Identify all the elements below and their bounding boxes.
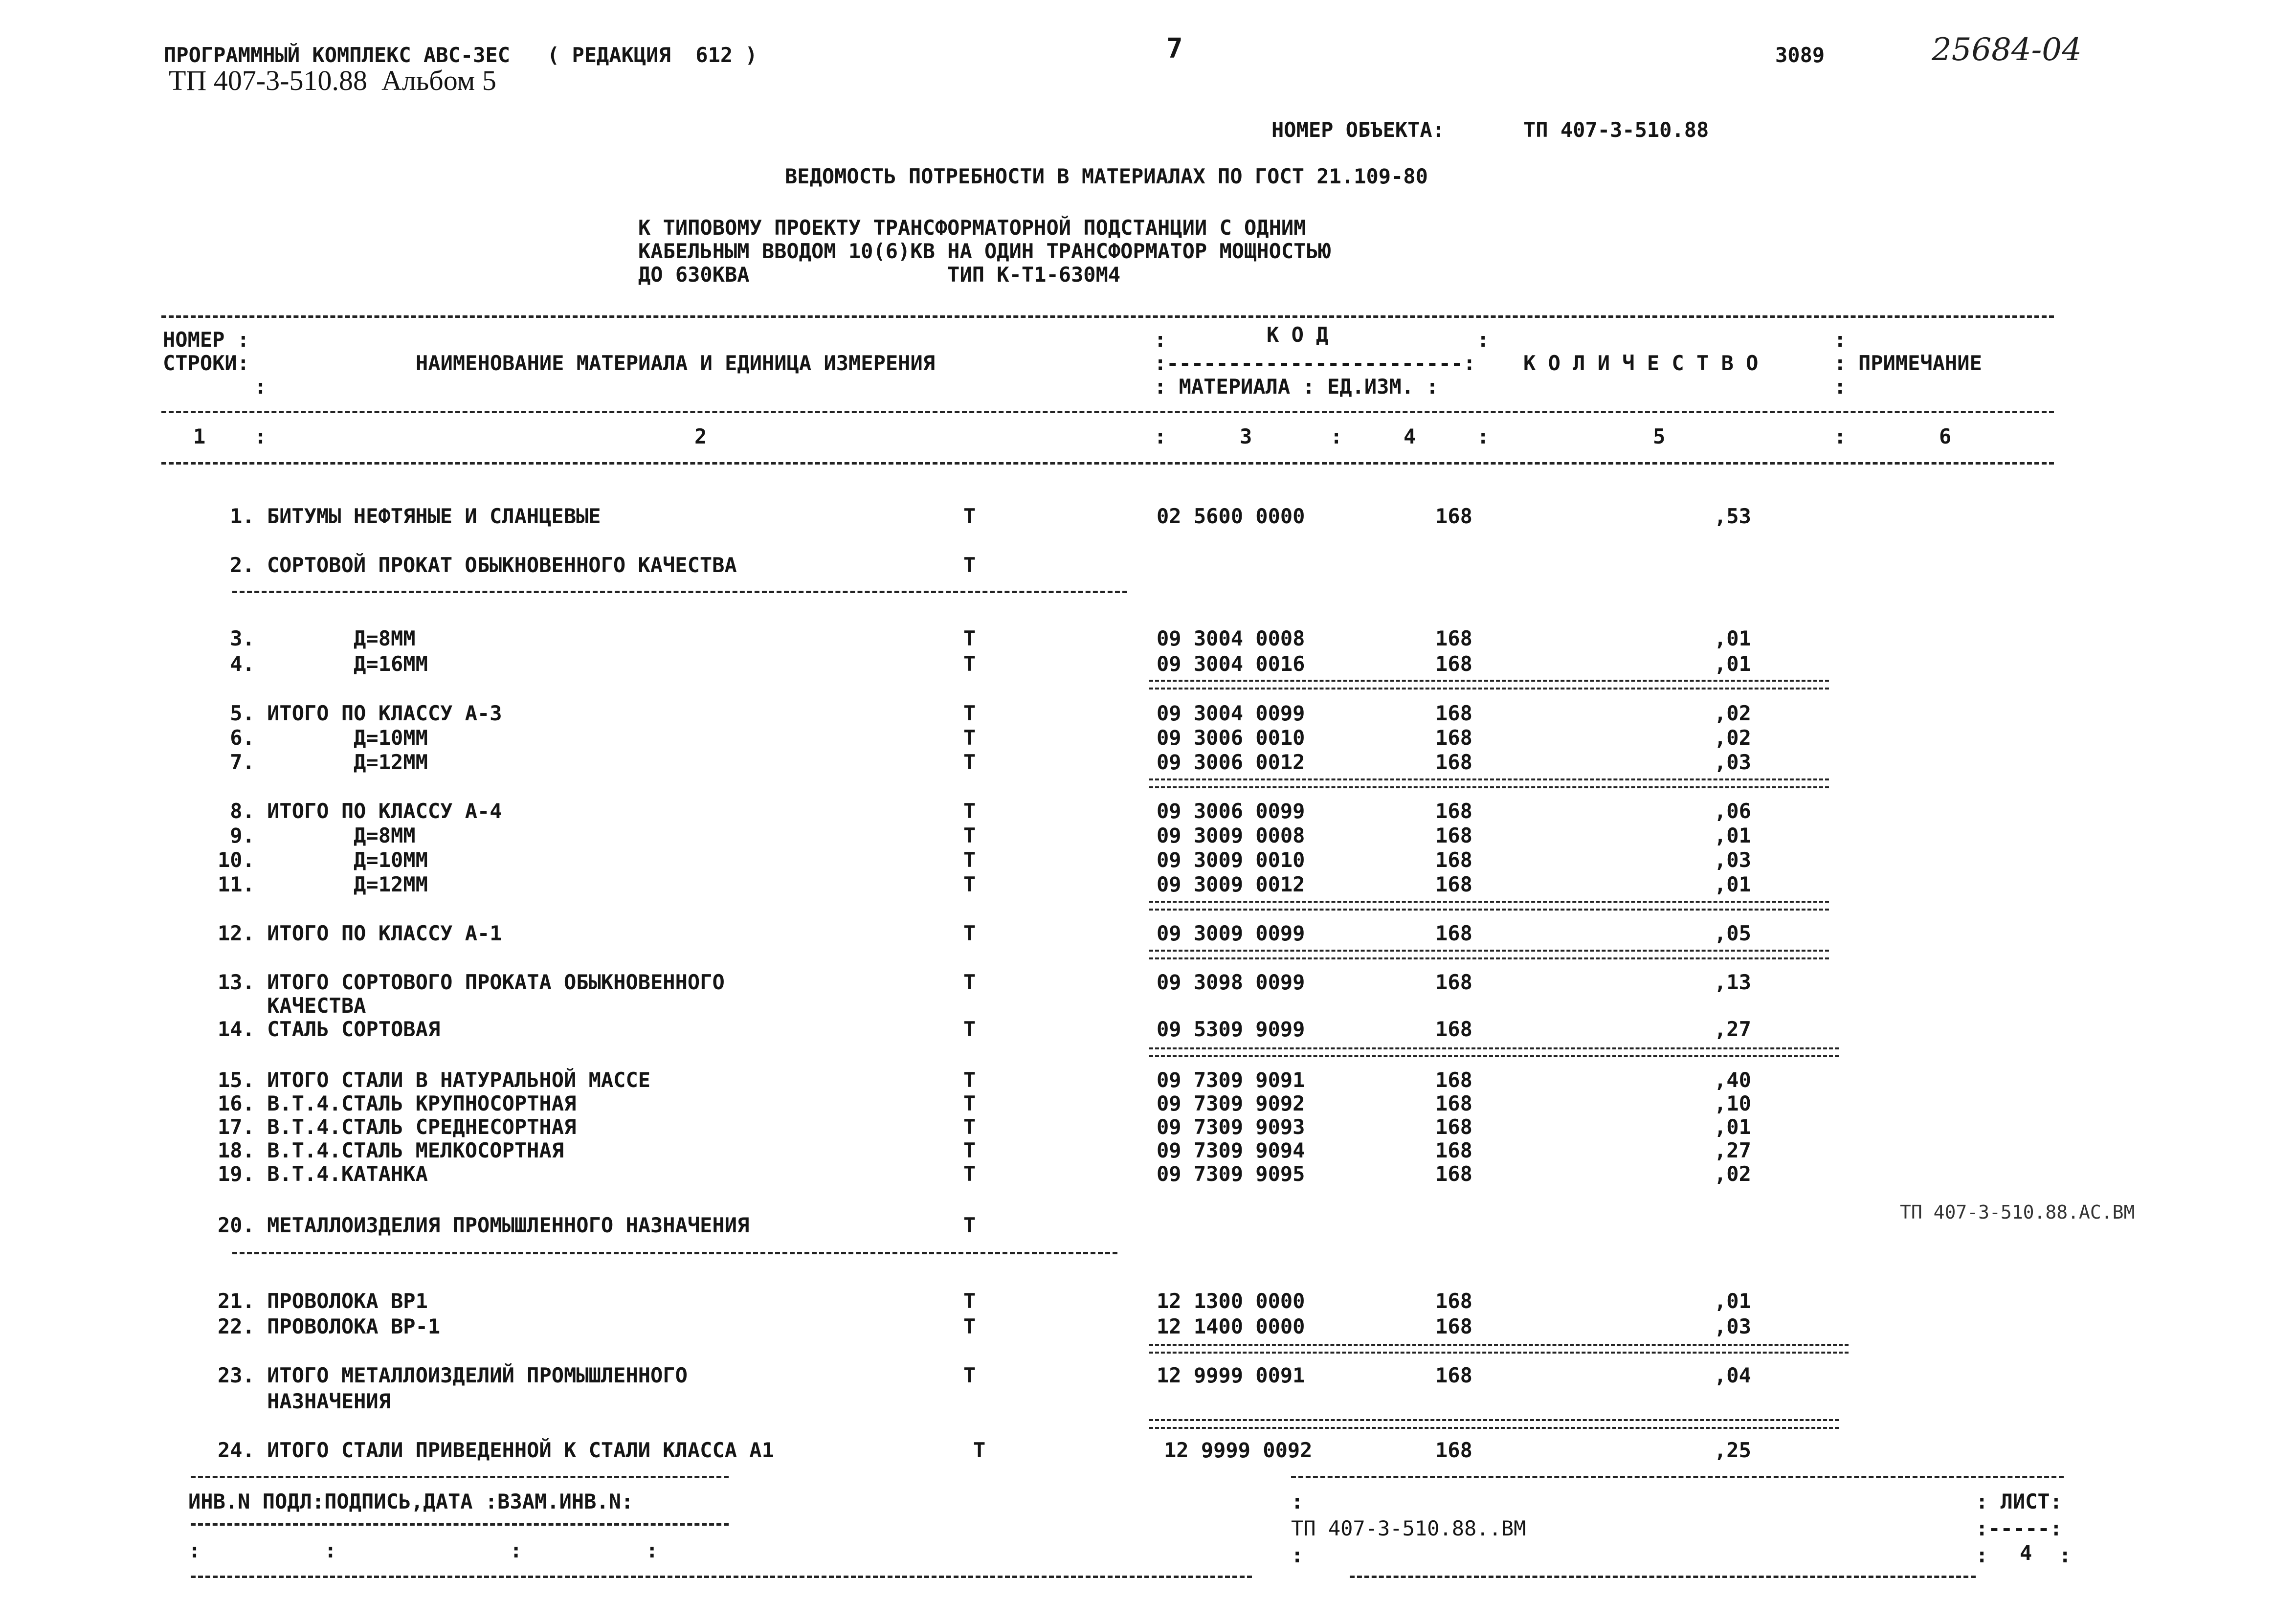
row-label: 24. ИТОГО СТАЛИ ПРИВЕДЕННОЙ К СТАЛИ КЛАССА А1 [218,1438,774,1462]
row-ed: 168 [1435,799,1472,823]
row-ed: 168 [1435,823,1472,847]
footer-bottom-rule-right [1350,1576,1976,1578]
row-label: 6. Д=10ММ [218,726,428,750]
header-code-material: : МАТЕРИАЛА : ЕД.ИЗМ. : [1154,375,1439,399]
sheet-label: : ЛИСТ: [1976,1490,2063,1513]
row-unit: Т [963,726,976,750]
row-unit: Т [963,1363,976,1387]
row-code: 09 7309 9091 [1157,1068,1305,1092]
row-unit: Т [963,626,976,650]
row-ed: 168 [1435,1017,1472,1041]
header-sep-c: : [1834,328,1847,352]
col-sep-3: : [1330,424,1343,448]
row-ed: 168 [1435,1162,1472,1186]
subtotal-rule [1149,1419,1839,1429]
header-sep-a: : [1154,328,1167,352]
side-note: ТП 407-3-510.88.АС.ВМ [1900,1201,2135,1223]
object-label: НОМЕР ОБЪЕКТА: [1271,118,1445,142]
row-code: 09 3006 0099 [1157,799,1305,823]
row-ed: 168 [1435,626,1472,650]
header-sep-b: : [1477,328,1490,352]
row-ed: 168 [1435,1289,1472,1313]
row-qty: ,02 [1714,726,1751,750]
row-qty: ,04 [1714,1363,1751,1387]
row-unit: Т [963,872,976,896]
subtotal-rule [1149,950,1829,959]
row-label-continuation: КАЧЕСТВА [218,994,366,1018]
row-ed: 168 [1435,1068,1472,1092]
row-qty: ,10 [1714,1091,1751,1115]
row-qty: ,06 [1714,799,1751,823]
row-code: 09 7309 9093 [1157,1115,1305,1139]
row-label: 18. В.Т.4.СТАЛЬ МЕЛКОСОРТНАЯ [218,1138,564,1162]
subtotal-rule [1149,778,1829,788]
row-qty: ,01 [1714,626,1751,650]
row-label: 8. ИТОГО ПО КЛАССУ А-4 [218,799,502,823]
project-line: ТП 407-3-510.88 Альбом 5 [169,65,496,96]
row-label: 17. В.Т.4.СТАЛЬ СРЕДНЕСОРТНАЯ [218,1115,577,1139]
row-unit: Т [963,652,976,676]
header-row-number-3: : [254,375,267,399]
row-unit: Т [963,1138,976,1162]
row-unit: Т [963,504,976,528]
sheet-divider: :-----: [1976,1516,2063,1540]
col-number-1: 1 [193,424,206,448]
row-label: 16. В.Т.4.СТАЛЬ КРУПНОСОРТНАЯ [218,1091,577,1115]
row-unit: Т [963,1213,976,1237]
col-number-2: 2 [694,424,707,448]
footer-bottom-rule-left [191,1576,1252,1578]
row-qty: ,01 [1714,1289,1751,1313]
footer-bracket-bottom: : [1291,1543,1304,1567]
row-unit: Т [963,750,976,774]
col-number-4: 4 [1404,424,1416,448]
row-ed: 168 [1435,848,1472,872]
footer-mid-rule [191,1523,729,1526]
row-ed: 168 [1435,1115,1472,1139]
footer-top-rule-right [1291,1476,2064,1478]
row-qty: ,03 [1714,750,1751,774]
archive-number: 25684-04 [1932,32,2082,68]
row-ed: 168 [1435,1138,1472,1162]
subtotal-rule [1149,1344,1849,1354]
row-unit: Т [963,848,976,872]
row-qty: ,53 [1714,504,1751,528]
row-code: 09 3009 0012 [1157,872,1305,896]
row-label: 15. ИТОГО СТАЛИ В НАТУРАЛЬНОЙ МАССЕ [218,1068,651,1092]
program-line: ПРОГРАММНЫЙ КОМПЛЕКС АВС-3ЕС ( РЕДАКЦИЯ 612 ) [164,43,758,67]
row-unit: Т [963,823,976,847]
row-ed: 168 [1435,970,1472,994]
row-qty: ,27 [1714,1017,1751,1041]
row-ed: 168 [1435,872,1472,896]
row-label: 13. ИТОГО СОРТОВОГО ПРОКАТА ОБЫКНОВЕННОГО [218,970,725,994]
row-label: 3. Д=8ММ [218,626,416,650]
row-unit: Т [963,799,976,823]
sheet-number: 4 [2020,1541,2032,1565]
row-unit: Т [963,1162,976,1186]
row-ed: 168 [1435,1314,1472,1338]
footer-sheet-left-sep: : [1976,1543,1988,1567]
row-code: 09 3098 0099 [1157,970,1305,994]
row-code: 12 1400 0000 [1157,1314,1305,1338]
row-qty: ,02 [1714,701,1751,725]
row-label: 9. Д=8ММ [218,823,416,847]
footer-sign-labels: ИНВ.N ПОДЛ:ПОДПИСЬ,ДАТА :ВЗАМ.ИНВ.N: [188,1490,634,1513]
table-top-rule [161,315,2054,318]
row-unit: Т [963,1068,976,1092]
row-label: 19. В.Т.4.КАТАНКА [218,1162,428,1186]
header-note: ПРИМЕЧАНИЕ [1858,351,1982,375]
row-label: 10. Д=10ММ [218,848,428,872]
row-label: 12. ИТОГО ПО КЛАССУ А-1 [218,921,502,945]
row-ed: 168 [1435,726,1472,750]
col-sep-5: : [1834,424,1847,448]
subtotal-rule [1149,901,1829,911]
row-label: 7. Д=12ММ [218,750,428,774]
row-ed: 168 [1435,504,1472,528]
row-qty: ,03 [1714,848,1751,872]
row-unit: Т [963,1289,976,1313]
header-code: К О Д [1267,323,1329,347]
row-label-continuation: НАЗНАЧЕНИЯ [218,1389,391,1413]
row-qty: ,02 [1714,1162,1751,1186]
row-qty: ,01 [1714,872,1751,896]
row-qty: ,25 [1714,1438,1751,1462]
row-qty: ,40 [1714,1068,1751,1092]
row-unit: Т [963,1091,976,1115]
row-unit: Т [963,1017,976,1041]
row-code: 02 5600 0000 [1157,504,1305,528]
document-title: ВЕДОМОСТЬ ПОТРЕБНОСТИ В МАТЕРИАЛАХ ПО ГОСТ 21.109-80 [785,164,1428,188]
row-label: 2. СОРТОВОЙ ПРОКАТ ОБЫКНОВЕННОГО КАЧЕСТВА [230,553,737,577]
row-qty: ,01 [1714,823,1751,847]
header-row-number-1: НОМЕР : [163,328,250,352]
row-code: 09 7309 9094 [1157,1138,1305,1162]
subtitle-line-1: К ТИПОВОМУ ПРОЕКТУ ТРАНСФОРМАТОРНОЙ ПОДСТАНЦИИ С ОДНИМ [638,216,1306,240]
row-unit: Т [963,1115,976,1139]
row-qty: ,01 [1714,1115,1751,1139]
object-value: ТП 407-3-510.88 [1523,118,1709,142]
page-number: 7 [1166,33,1183,65]
footer-top-rule-left [191,1476,729,1478]
row-unit: Т [963,553,976,577]
row-ed: 168 [1435,652,1472,676]
row-code: 09 3006 0010 [1157,726,1305,750]
row-ed: 168 [1435,1363,1472,1387]
row-unit: Т [963,970,976,994]
footer-sheet-right-sep: : [2059,1543,2072,1567]
footer-doc-code: ТП 407-3-510.88..ВМ [1291,1516,1526,1540]
header-bottom-rule [161,462,2054,465]
row-code: 12 1300 0000 [1157,1289,1305,1313]
subtotal-rule [1149,1047,1839,1057]
row-ed: 168 [1435,921,1472,945]
row-qty: ,27 [1714,1138,1751,1162]
row-label: 4. Д=16ММ [218,652,428,676]
row-ed: 168 [1435,1091,1472,1115]
subtitle-line-2: КАБЕЛЬНЫМ ВВОДОМ 10(6)КВ НА ОДИН ТРАНСФОРМАТОР МОЩНОСТЬЮ [638,239,1331,263]
row-ed: 168 [1435,750,1472,774]
row-label: 22. ПРОВОЛОКА ВР-1 [218,1314,441,1338]
row-code: 09 3004 0016 [1157,652,1305,676]
col-number-3: 3 [1240,424,1252,448]
header-material-name: НАИМЕНОВАНИЕ МАТЕРИАЛА И ЕДИНИЦА ИЗМЕРЕНИЯ [416,351,936,375]
header-quantity: К О Л И Ч Е С Т В О [1523,351,1759,375]
row-qty: ,03 [1714,1314,1751,1338]
row-qty: ,01 [1714,652,1751,676]
footer-sign-cells: : : : : [188,1538,658,1562]
row-qty: ,05 [1714,921,1751,945]
row-code: 09 3004 0099 [1157,701,1305,725]
row-ed: 168 [1435,1438,1472,1462]
header-mid-rule [161,411,2054,413]
row-code: 09 7309 9095 [1157,1162,1305,1186]
row-code: 09 7309 9092 [1157,1091,1305,1115]
row-code: 12 9999 0091 [1157,1363,1305,1387]
header-row-number-2: СТРОКИ: [163,351,250,375]
col-sep-4: : [1477,424,1490,448]
row-code: 09 3004 0008 [1157,626,1305,650]
col-sep-1: : [254,424,267,448]
row-code: 12 9999 0092 [1164,1438,1313,1462]
col-number-5: 5 [1653,424,1666,448]
row-unit: Т [963,701,976,725]
subtitle-line-3: ДО 630КВА ТИП К-Т1-630М4 [638,263,1121,287]
code-3089: 3089 [1775,43,1825,67]
header-sep-e: : [1834,375,1847,399]
section-underline [232,1252,1117,1254]
row-label: 21. ПРОВОЛОКА ВР1 [218,1289,428,1313]
row-ed: 168 [1435,701,1472,725]
subtotal-rule [1149,680,1829,689]
footer-bracket-top: : [1291,1490,1304,1513]
row-unit: Т [973,1438,986,1462]
row-code: 09 5309 9099 [1157,1017,1305,1041]
col-number-6: 6 [1939,424,1952,448]
row-qty: ,13 [1714,970,1751,994]
row-code: 09 3006 0012 [1157,750,1305,774]
row-label: 1. БИТУМЫ НЕФТЯНЫЕ И СЛАНЦЕВЫЕ [230,504,601,528]
section-underline [232,591,1127,593]
row-label: 5. ИТОГО ПО КЛАССУ А-3 [218,701,502,725]
row-label: 14. СТАЛЬ СОРТОВАЯ [218,1017,441,1041]
row-label: 23. ИТОГО МЕТАЛЛОИЗДЕЛИЙ ПРОМЫШЛЕННОГО [218,1363,688,1387]
row-code: 09 3009 0010 [1157,848,1305,872]
col-sep-2: : [1154,424,1167,448]
row-code: 09 3009 0008 [1157,823,1305,847]
row-unit: Т [963,921,976,945]
row-label: 20. МЕТАЛЛОИЗДЕЛИЯ ПРОМЫШЛЕННОГО НАЗНАЧЕНИЯ [218,1213,750,1237]
header-code-divider: :------------------------: [1154,351,1476,375]
row-unit: Т [963,1314,976,1338]
row-label: 11. Д=12ММ [218,872,428,896]
header-sep-d: : [1834,351,1847,375]
row-code: 09 3009 0099 [1157,921,1305,945]
